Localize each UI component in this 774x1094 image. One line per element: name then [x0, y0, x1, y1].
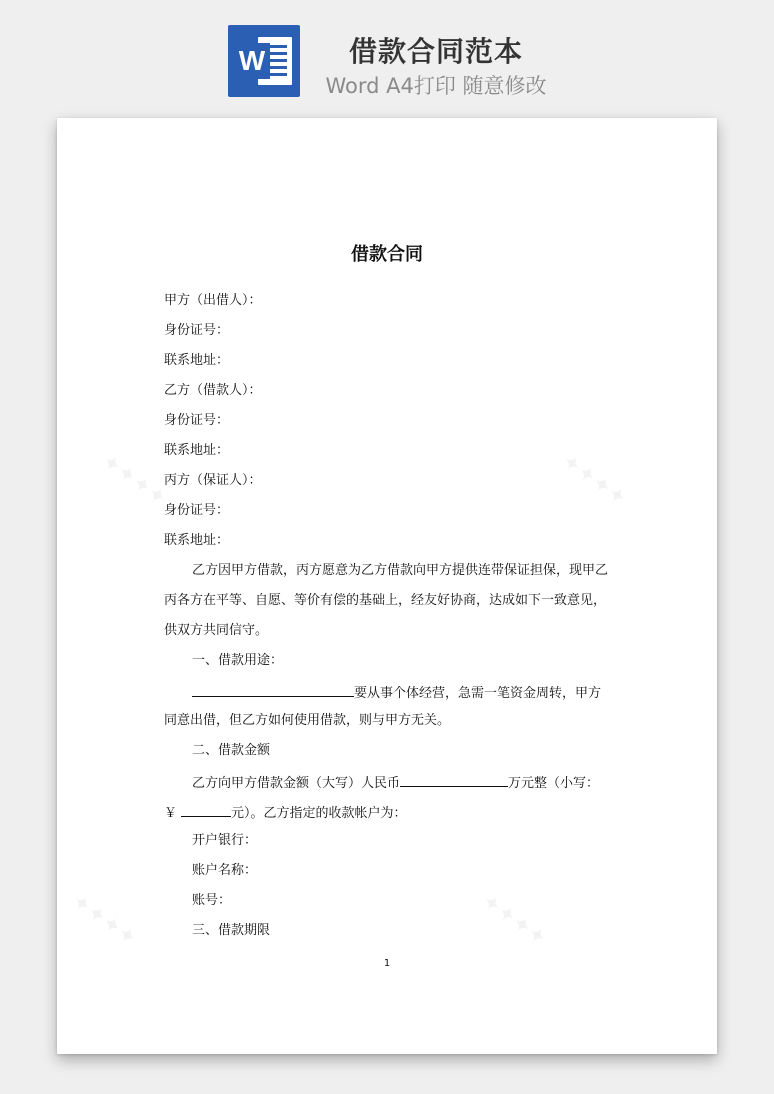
section-2-heading: 二、借款金额: [192, 743, 271, 758]
section-1-line: 同意出借，但乙方如何使用借款，则与甲方无关。: [164, 713, 451, 728]
party-b-address-label: 联系地址：: [164, 443, 230, 458]
account-number-label: 账号：: [192, 893, 232, 908]
party-a-address-label: 联系地址：: [164, 353, 230, 368]
template-title: 借款合同范本: [348, 35, 523, 68]
word-icon-letter: W: [234, 43, 270, 79]
watermark: ✦✦✦✦: [66, 889, 142, 952]
section-1-text: 要从事个体经营，急需一笔资金周转，甲方: [354, 686, 602, 701]
party-c-label: 丙方（保证人）：: [164, 473, 262, 488]
word-icon: [228, 25, 300, 97]
amount-upper-label: 乙方向甲方借款金额（大写）人民币: [192, 776, 401, 791]
section-1-line: [192, 682, 601, 703]
fill-in-blank[interactable]: [181, 802, 231, 817]
section-1-heading: 一、借款用途：: [192, 653, 284, 668]
party-b-label: 乙方（借款人）：: [164, 383, 262, 398]
section-2-line: [192, 772, 599, 793]
watermark: ✦✦✦✦: [96, 449, 172, 512]
fill-in-blank[interactable]: [400, 772, 508, 787]
currency-symbol: ￥: [164, 806, 178, 821]
party-b-id-label: 身份证号：: [164, 413, 230, 428]
fill-in-blank[interactable]: [192, 682, 354, 697]
section-3-heading: 三、借款期限: [192, 923, 271, 938]
section-2-line: [164, 802, 407, 823]
party-a-label: 甲方（出借人）：: [164, 293, 262, 308]
intro-paragraph-line: 供双方共同信守。: [164, 623, 269, 638]
template-subtitle: Word A4打印 随意修改: [325, 74, 547, 98]
page-number: 1: [383, 958, 391, 969]
document-page: [57, 118, 717, 1054]
party-a-id-label: 身份证号：: [164, 323, 230, 338]
amount-lower-label: 万元整（小写：: [508, 776, 600, 791]
page-header: [0, 0, 774, 110]
receiving-account-label: 元）。乙方指定的收款帐户为：: [231, 806, 407, 821]
watermark: ✦✦✦✦: [476, 889, 552, 952]
intro-paragraph-line: 丙各方在平等、自愿、等价有偿的基础上，经友好协商，达成如下一致意见，: [164, 593, 607, 608]
document-title: 借款合同: [351, 244, 423, 265]
watermark: ✦✦✦✦: [556, 449, 632, 512]
intro-paragraph-line: 乙方因甲方借款，丙方愿意为乙方借款向甲方提供连带保证担保，现甲乙: [192, 563, 609, 578]
party-c-address-label: 联系地址：: [164, 533, 230, 548]
account-name-label: 账户名称：: [192, 863, 258, 878]
party-c-id-label: 身份证号：: [164, 503, 230, 518]
bank-label: 开户银行：: [192, 833, 258, 848]
